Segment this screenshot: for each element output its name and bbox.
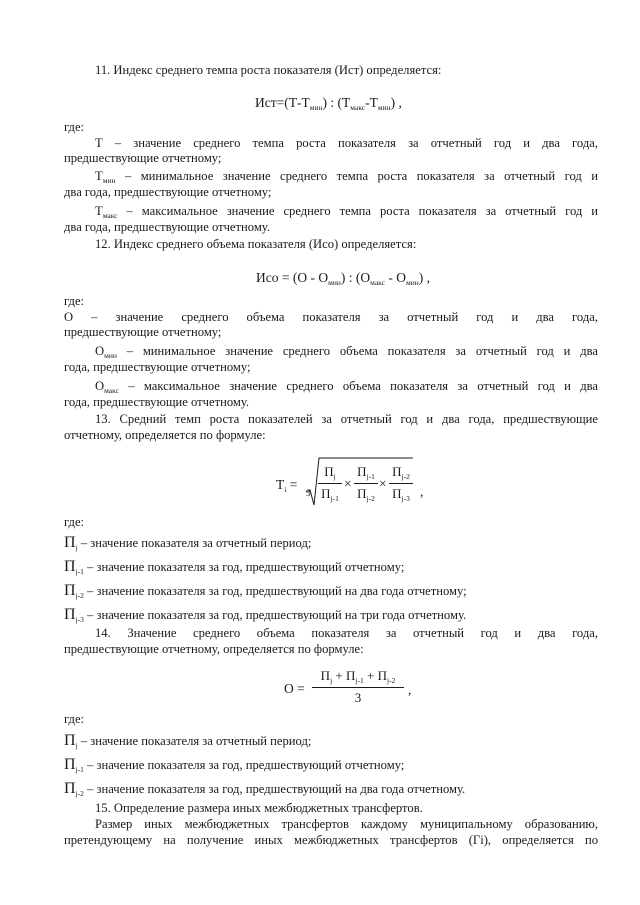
def-Pj-3: $П_{j-3}$ – значение показателя за год, предшествующий на три года отчетному.	[64, 606, 467, 624]
def-O-line1: О – значение среднего объема показателя за отчетный год и два года,	[64, 310, 598, 324]
def-Tmax-line1: $Т_{макс}$ – максимальное значение среднего темпа роста показателя за отчетный год и	[95, 204, 598, 220]
def-O-line2: предшествующие отчетному;	[64, 325, 222, 339]
def-Pj-1: $П_{j-1}$ – значение показателя за год, предшествующий отчетному;	[64, 558, 405, 576]
where-label: где:	[64, 712, 85, 726]
item-15-line2: претендующему на получение иных межбюджетных трансфертов (Гi), определяется по	[64, 833, 598, 847]
item-11-title: 11. Индекс среднего темпа роста показателя (Ист) определяется:	[95, 63, 442, 77]
def-Pj: $П_j$ – значение показателя за отчетный период;	[64, 732, 312, 750]
item-12-title: 12. Индекс среднего объема показателя (Исо) определяется:	[95, 237, 417, 251]
formula-ist: $Ист=(Т-Т_{мин})$ : $(Т_{макс}-Т_{мин})$ ,	[255, 95, 402, 112]
item-13-line1: 13. Средний темп роста показателей за отчетный год и два года, предшествующие	[95, 412, 598, 426]
item-14-line2: предшествующие отчетному, определяется по формуле:	[64, 642, 364, 656]
def-Omin-line2: года, предшествующие отчетному;	[64, 360, 251, 374]
item-15-line1: Размер иных межбюджетных трансфертов каждому муниципальному образованию,	[95, 817, 598, 831]
root-index: 3	[306, 488, 311, 498]
def-T-line1: Т – значение среднего темпа роста показателя за отчетный год и два года,	[95, 136, 598, 150]
def-Omax-line1: $О_{макс}$ – максимальное значение среднего объема показателя за отчетный год и два	[95, 379, 598, 395]
where-label: где:	[64, 294, 85, 308]
item-13-line2: отчетному, определяется по формуле:	[64, 428, 266, 442]
def-Tmin-line1: $Т_{мин}$ – минимальное значение среднего темпа роста показателя за отчетный год и	[95, 169, 598, 185]
def-Pj-2: $П_{j-2}$ – значение показателя за год, предшествующий на два года отчетному.	[64, 780, 466, 798]
def-T-line2: предшествующие отчетному;	[64, 151, 222, 165]
where-label: где:	[64, 515, 85, 529]
def-Pj-1: $П_{j-1}$ – значение показателя за год, предшествующий отчетному;	[64, 756, 405, 774]
def-Tmax-line2: два года, предшествующие отчетному.	[64, 220, 270, 234]
document-page: 11. Индекс среднего темпа роста показателя (Ист) определяется: $Ист=(Т-Т_{мин})$ : $(Т_{макс}-Т_{мин})$ , где: Т – значение среднего темпа роста показателя за отчетный год и два года, предшествующие отчетному; $Т_{мин}$ – минимальное значение среднего темпа роста показателя за отчетный год и два года, предшествующие отчетному; $Т_{макс}$ – максимальное значение среднего темпа роста показателя за отчетный год и два года, предшествующие отчетному. 12. Индекс среднего объема показателя (Исо) определяется: Исо = $(О - О_{мин})$ : $(О_{макс} - О_{мин})$ , где: О – значение среднего объема показателя за отчетный год и два года, предшествующие отчетному; $О_{мин}$ – минимальное значение среднего объема показателя за отчетный год и два года, предшествующие отчетному; $О_{макс}$ – максимальное значение среднего объема показателя за отчетный год и два года, предшествующие отчетному. 13. Средний темп роста показателей за отчетный год и два года, предшествующие отчетному, определяется по формуле: $Т_i$ = 3 $П_j$ $П_{j-1}$ × $П_{j-1}$ $П_{j-2}$ × $П_{j-2}$ $П_{j-3}$ , где: $П_j$ – значение показателя за отчетный период; $П_{j-1}$ – значение показателя за год, предшествующий отчетному; $П_{j-2}$ – значение показателя за год, предшествующий на два года отчетному; $П_{j-3}$ – значение показателя за год, предшествующий на три года отчетному. 14. Значение среднего объема показателя за отчетный год и два года, предшествующие отчетному, определяется по формуле: О = $П_j + П_{j-1} + П_{j-2}$ 3 , где: $П_j$ – значение показателя за отчетный период; $П_{j-1}$ – значение показателя за год, предшествующий отчетному; $П_{j-2}$ – значение показателя за год, предшествующий на два года отчетному. 15. Определение размера иных межбюджетных трансфертов. Размер иных межбюджетных трансфертов каждому муниципальному образованию, претендующему на получение иных межбюджетных трансфертов (Гi), определяется по	[64, 63, 598, 847]
item-14-line1: 14. Значение среднего объема показателя за отчетный год и два года,	[95, 626, 598, 640]
def-Omin-line1: $О_{мин}$ – минимальное значение среднего объема показателя за отчетный год и два	[95, 344, 598, 360]
def-Omax-line2: года, предшествующие отчетному.	[64, 395, 250, 409]
formula-iso: Исо = $(О - О_{мин})$ : $(О_{макс} - О_{мин})$ ,	[256, 270, 430, 287]
item-15-title: 15. Определение размера иных межбюджетных трансфертов.	[95, 801, 423, 815]
where-label: где:	[64, 120, 85, 134]
def-Pj-2: $П_{j-2}$ – значение показателя за год, предшествующий на два года отчетному;	[64, 582, 467, 600]
def-Tmin-line2: два года, предшествующие отчетному;	[64, 185, 272, 199]
def-Pj: $П_j$ – значение показателя за отчетный период;	[64, 534, 312, 552]
